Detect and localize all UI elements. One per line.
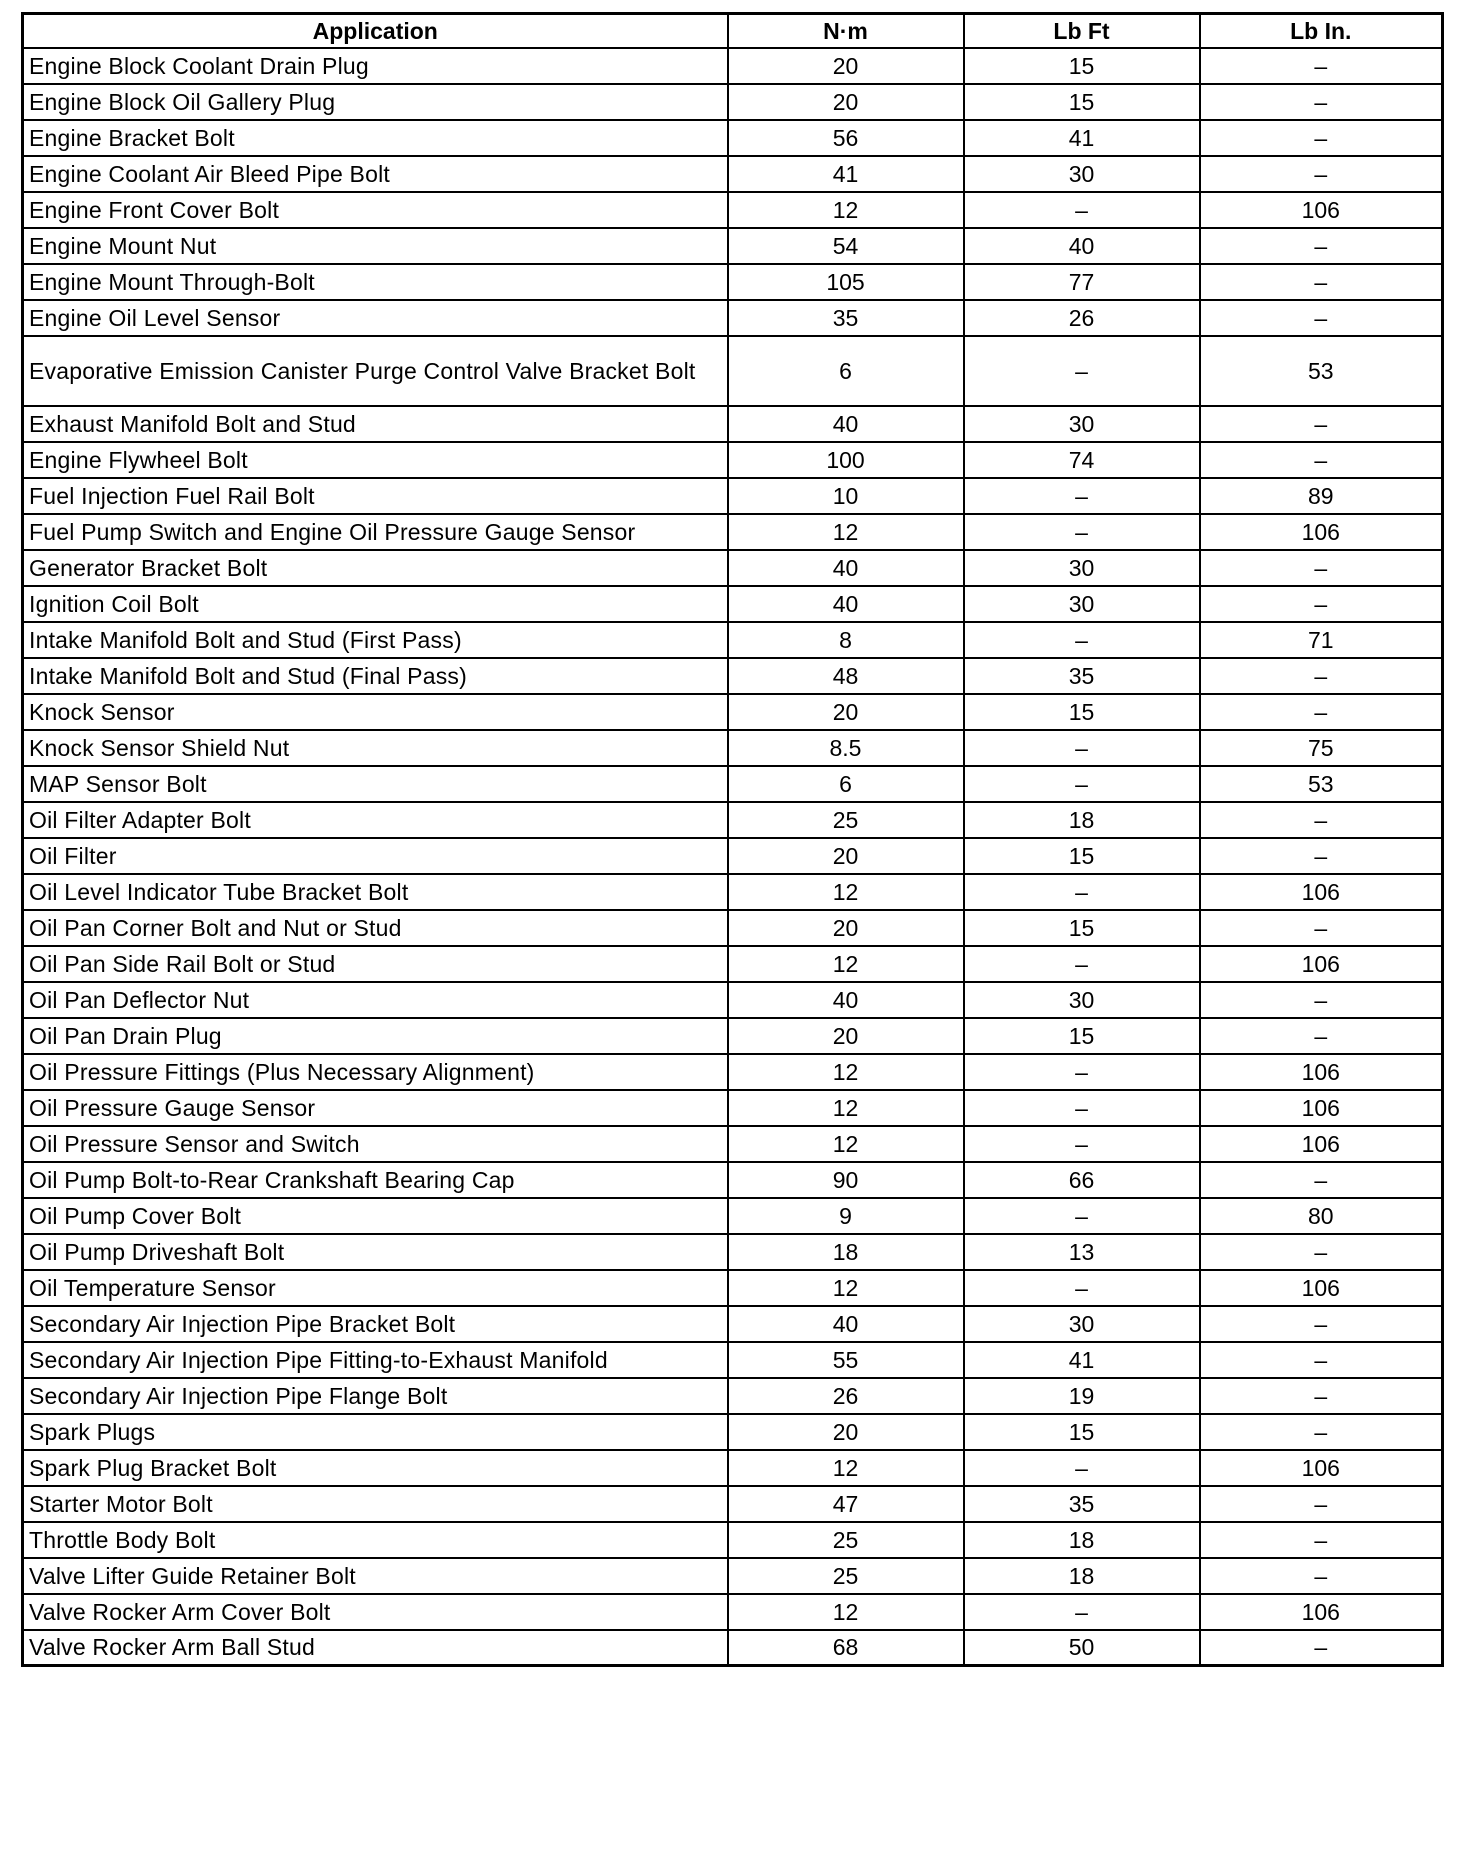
cell-application: Oil Pan Drain Plug: [23, 1018, 728, 1054]
table-row: [23, 48, 1443, 84]
cell-lbft: 15: [964, 910, 1200, 946]
cell-lbft: –: [964, 946, 1200, 982]
header-row: [23, 14, 1443, 48]
cell-application: Spark Plugs: [23, 1414, 728, 1450]
cell-nm: 12: [728, 1270, 964, 1306]
cell-lbft: –: [964, 1126, 1200, 1162]
table-row: [23, 478, 1443, 514]
table-row: [23, 946, 1443, 982]
cell-application: Throttle Body Bolt: [23, 1522, 728, 1558]
cell-application: Oil Filter: [23, 838, 728, 874]
cell-lbft: –: [964, 192, 1200, 228]
cell-lbft: –: [964, 1054, 1200, 1090]
cell-lbin: –: [1200, 84, 1443, 120]
cell-lbft: –: [964, 1090, 1200, 1126]
cell-lbin: –: [1200, 1162, 1443, 1198]
table-row: [23, 622, 1443, 658]
cell-application: Engine Flywheel Bolt: [23, 442, 728, 478]
cell-application: Oil Pump Cover Bolt: [23, 1198, 728, 1234]
cell-nm: 6: [728, 336, 964, 406]
cell-lbft: 15: [964, 48, 1200, 84]
cell-application: Oil Pressure Fittings (Plus Necessary Alignment): [23, 1054, 728, 1090]
cell-nm: 12: [728, 1594, 964, 1630]
cell-lbft: 30: [964, 550, 1200, 586]
cell-application: Oil Filter Adapter Bolt: [23, 802, 728, 838]
cell-lbft: –: [964, 1270, 1200, 1306]
cell-lbin: –: [1200, 1378, 1443, 1414]
cell-application: Intake Manifold Bolt and Stud (First Pass): [23, 622, 728, 658]
cell-lbft: –: [964, 1594, 1200, 1630]
cell-nm: 6: [728, 766, 964, 802]
table-row: [23, 982, 1443, 1018]
cell-nm: 8: [728, 622, 964, 658]
cell-application: Secondary Air Injection Pipe Fitting-to-Exhaust Manifold: [23, 1342, 728, 1378]
table-row: [23, 838, 1443, 874]
cell-lbft: 30: [964, 586, 1200, 622]
cell-application: Intake Manifold Bolt and Stud (Final Pass): [23, 658, 728, 694]
cell-nm: 20: [728, 48, 964, 84]
cell-application: Engine Block Oil Gallery Plug: [23, 84, 728, 120]
cell-application: Knock Sensor: [23, 694, 728, 730]
cell-nm: 25: [728, 1558, 964, 1594]
cell-application: Generator Bracket Bolt: [23, 550, 728, 586]
table-row: [23, 1018, 1443, 1054]
cell-nm: 40: [728, 982, 964, 1018]
table-row: [23, 1126, 1443, 1162]
cell-lbft: 30: [964, 156, 1200, 192]
table-row: [23, 586, 1443, 622]
cell-nm: 26: [728, 1378, 964, 1414]
cell-nm: 20: [728, 910, 964, 946]
cell-lbin: –: [1200, 406, 1443, 442]
cell-lbin: –: [1200, 658, 1443, 694]
table-row: [23, 1270, 1443, 1306]
cell-lbft: –: [964, 1450, 1200, 1486]
cell-nm: 20: [728, 1414, 964, 1450]
table-row: [23, 300, 1443, 336]
cell-nm: 41: [728, 156, 964, 192]
cell-lbin: –: [1200, 694, 1443, 730]
table-row: [23, 1306, 1443, 1342]
cell-nm: 12: [728, 1450, 964, 1486]
cell-lbft: 15: [964, 1018, 1200, 1054]
cell-lbin: –: [1200, 300, 1443, 336]
cell-lbin: –: [1200, 802, 1443, 838]
cell-nm: 90: [728, 1162, 964, 1198]
cell-lbin: 106: [1200, 192, 1443, 228]
cell-lbin: –: [1200, 1234, 1443, 1270]
cell-lbft: –: [964, 874, 1200, 910]
cell-lbin: 106: [1200, 514, 1443, 550]
cell-application: MAP Sensor Bolt: [23, 766, 728, 802]
cell-lbft: 35: [964, 658, 1200, 694]
cell-lbft: 15: [964, 694, 1200, 730]
table-row: [23, 910, 1443, 946]
table-row: [23, 406, 1443, 442]
cell-lbft: –: [964, 514, 1200, 550]
cell-lbin: –: [1200, 910, 1443, 946]
cell-application: Fuel Injection Fuel Rail Bolt: [23, 478, 728, 514]
table-row: [23, 550, 1443, 586]
cell-lbin: 106: [1200, 874, 1443, 910]
table-row: [23, 84, 1443, 120]
cell-lbft: 40: [964, 228, 1200, 264]
cell-lbin: –: [1200, 1558, 1443, 1594]
header-lbft: Lb Ft: [964, 14, 1200, 48]
table-row: [23, 1198, 1443, 1234]
cell-nm: 40: [728, 550, 964, 586]
cell-application: Engine Mount Through-Bolt: [23, 264, 728, 300]
cell-lbft: 18: [964, 1522, 1200, 1558]
cell-lbft: –: [964, 478, 1200, 514]
cell-lbin: –: [1200, 586, 1443, 622]
cell-application: Oil Pump Driveshaft Bolt: [23, 1234, 728, 1270]
table-header: [23, 14, 1443, 48]
table-row: [23, 1414, 1443, 1450]
table-row: [23, 1630, 1443, 1666]
cell-lbin: 106: [1200, 1090, 1443, 1126]
table-row: [23, 730, 1443, 766]
cell-nm: 12: [728, 1090, 964, 1126]
cell-application: Engine Block Coolant Drain Plug: [23, 48, 728, 84]
table-row: [23, 264, 1443, 300]
cell-lbin: 106: [1200, 1450, 1443, 1486]
cell-nm: 18: [728, 1234, 964, 1270]
header-application: Application: [23, 14, 728, 48]
cell-lbft: –: [964, 766, 1200, 802]
header-lbin: Lb In.: [1200, 14, 1443, 48]
cell-lbin: –: [1200, 982, 1443, 1018]
cell-lbin: 89: [1200, 478, 1443, 514]
cell-lbft: 15: [964, 838, 1200, 874]
cell-nm: 55: [728, 1342, 964, 1378]
cell-nm: 25: [728, 1522, 964, 1558]
table-row: [23, 442, 1443, 478]
table-row: [23, 192, 1443, 228]
cell-nm: 40: [728, 586, 964, 622]
table-row: [23, 156, 1443, 192]
table-row: [23, 1090, 1443, 1126]
cell-lbft: –: [964, 336, 1200, 406]
cell-application: Fuel Pump Switch and Engine Oil Pressure Gauge Sensor: [23, 514, 728, 550]
cell-nm: 40: [728, 406, 964, 442]
cell-application: Ignition Coil Bolt: [23, 586, 728, 622]
table-row: [23, 1342, 1443, 1378]
cell-application: Oil Pan Side Rail Bolt or Stud: [23, 946, 728, 982]
table-row: [23, 874, 1443, 910]
table-row: [23, 1234, 1443, 1270]
cell-nm: 20: [728, 838, 964, 874]
cell-application: Exhaust Manifold Bolt and Stud: [23, 406, 728, 442]
cell-lbin: –: [1200, 1018, 1443, 1054]
cell-application: Knock Sensor Shield Nut: [23, 730, 728, 766]
cell-nm: 20: [728, 694, 964, 730]
cell-nm: 100: [728, 442, 964, 478]
cell-lbft: 15: [964, 1414, 1200, 1450]
table-row: [23, 766, 1443, 802]
table-row: [23, 1054, 1443, 1090]
cell-lbft: 74: [964, 442, 1200, 478]
cell-nm: 9: [728, 1198, 964, 1234]
cell-nm: 40: [728, 1306, 964, 1342]
cell-application: Evaporative Emission Canister Purge Control Valve Bracket Bolt: [23, 336, 728, 406]
table-row: [23, 1378, 1443, 1414]
cell-nm: 47: [728, 1486, 964, 1522]
table-row: [23, 694, 1443, 730]
cell-application: Oil Pressure Sensor and Switch: [23, 1126, 728, 1162]
cell-lbft: –: [964, 1198, 1200, 1234]
cell-lbin: 106: [1200, 1270, 1443, 1306]
cell-application: Engine Bracket Bolt: [23, 120, 728, 156]
fastener-torque-table: [21, 12, 1444, 1667]
cell-lbin: –: [1200, 1414, 1443, 1450]
cell-lbin: –: [1200, 442, 1443, 478]
cell-lbin: 106: [1200, 946, 1443, 982]
cell-lbin: –: [1200, 1342, 1443, 1378]
cell-lbin: 80: [1200, 1198, 1443, 1234]
table-row: [23, 1486, 1443, 1522]
cell-application: Valve Lifter Guide Retainer Bolt: [23, 1558, 728, 1594]
cell-application: Engine Coolant Air Bleed Pipe Bolt: [23, 156, 728, 192]
cell-nm: 20: [728, 84, 964, 120]
cell-nm: 12: [728, 1126, 964, 1162]
cell-application: Secondary Air Injection Pipe Bracket Bolt: [23, 1306, 728, 1342]
cell-lbin: –: [1200, 1306, 1443, 1342]
cell-lbin: 75: [1200, 730, 1443, 766]
cell-application: Engine Front Cover Bolt: [23, 192, 728, 228]
cell-lbin: –: [1200, 1486, 1443, 1522]
table-row: [23, 1522, 1443, 1558]
header-nm: N·m: [728, 14, 964, 48]
table-row: [23, 1162, 1443, 1198]
cell-lbin: –: [1200, 1522, 1443, 1558]
cell-lbft: –: [964, 622, 1200, 658]
table-row: [23, 1450, 1443, 1486]
cell-application: Oil Pan Corner Bolt and Nut or Stud: [23, 910, 728, 946]
table-body: [23, 48, 1443, 1666]
cell-application: Oil Pan Deflector Nut: [23, 982, 728, 1018]
cell-lbin: 106: [1200, 1594, 1443, 1630]
cell-lbft: 13: [964, 1234, 1200, 1270]
cell-nm: 12: [728, 1054, 964, 1090]
table-row: [23, 802, 1443, 838]
cell-lbin: –: [1200, 1630, 1443, 1666]
cell-nm: 12: [728, 514, 964, 550]
cell-application: Oil Pump Bolt-to-Rear Crankshaft Bearing Cap: [23, 1162, 728, 1198]
cell-application: Secondary Air Injection Pipe Flange Bolt: [23, 1378, 728, 1414]
cell-lbin: 106: [1200, 1126, 1443, 1162]
cell-nm: 25: [728, 802, 964, 838]
cell-application: Oil Temperature Sensor: [23, 1270, 728, 1306]
cell-nm: 35: [728, 300, 964, 336]
cell-nm: 20: [728, 1018, 964, 1054]
cell-lbft: 26: [964, 300, 1200, 336]
table-row: [23, 228, 1443, 264]
cell-lbin: 71: [1200, 622, 1443, 658]
cell-lbft: 50: [964, 1630, 1200, 1666]
cell-application: Engine Oil Level Sensor: [23, 300, 728, 336]
cell-lbft: 18: [964, 1558, 1200, 1594]
cell-lbin: 53: [1200, 766, 1443, 802]
cell-lbin: –: [1200, 120, 1443, 156]
cell-lbft: –: [964, 730, 1200, 766]
table-row: [23, 1594, 1443, 1630]
cell-lbft: 66: [964, 1162, 1200, 1198]
cell-application: Oil Level Indicator Tube Bracket Bolt: [23, 874, 728, 910]
cell-lbft: 35: [964, 1486, 1200, 1522]
cell-nm: 10: [728, 478, 964, 514]
cell-nm: 12: [728, 946, 964, 982]
cell-lbft: 41: [964, 120, 1200, 156]
cell-application: Engine Mount Nut: [23, 228, 728, 264]
cell-application: Valve Rocker Arm Ball Stud: [23, 1630, 728, 1666]
cell-lbft: 19: [964, 1378, 1200, 1414]
table-row: [23, 658, 1443, 694]
cell-application: Spark Plug Bracket Bolt: [23, 1450, 728, 1486]
cell-lbin: –: [1200, 264, 1443, 300]
cell-lbin: 106: [1200, 1054, 1443, 1090]
table-row: [23, 336, 1443, 406]
cell-lbft: 30: [964, 982, 1200, 1018]
cell-nm: 68: [728, 1630, 964, 1666]
table-row: [23, 120, 1443, 156]
cell-application: Starter Motor Bolt: [23, 1486, 728, 1522]
cell-application: Valve Rocker Arm Cover Bolt: [23, 1594, 728, 1630]
cell-lbft: 15: [964, 84, 1200, 120]
cell-lbin: –: [1200, 838, 1443, 874]
table-row: [23, 514, 1443, 550]
cell-nm: 48: [728, 658, 964, 694]
cell-nm: 12: [728, 192, 964, 228]
cell-lbft: 30: [964, 406, 1200, 442]
cell-lbin: –: [1200, 48, 1443, 84]
cell-lbin: 53: [1200, 336, 1443, 406]
cell-lbft: 30: [964, 1306, 1200, 1342]
cell-lbft: 41: [964, 1342, 1200, 1378]
cell-lbin: –: [1200, 156, 1443, 192]
cell-nm: 54: [728, 228, 964, 264]
cell-nm: 56: [728, 120, 964, 156]
cell-application: Oil Pressure Gauge Sensor: [23, 1090, 728, 1126]
cell-nm: 12: [728, 874, 964, 910]
cell-nm: 105: [728, 264, 964, 300]
cell-lbft: 77: [964, 264, 1200, 300]
cell-nm: 8.5: [728, 730, 964, 766]
cell-lbin: –: [1200, 228, 1443, 264]
cell-lbft: 18: [964, 802, 1200, 838]
table-row: [23, 1558, 1443, 1594]
cell-lbin: –: [1200, 550, 1443, 586]
